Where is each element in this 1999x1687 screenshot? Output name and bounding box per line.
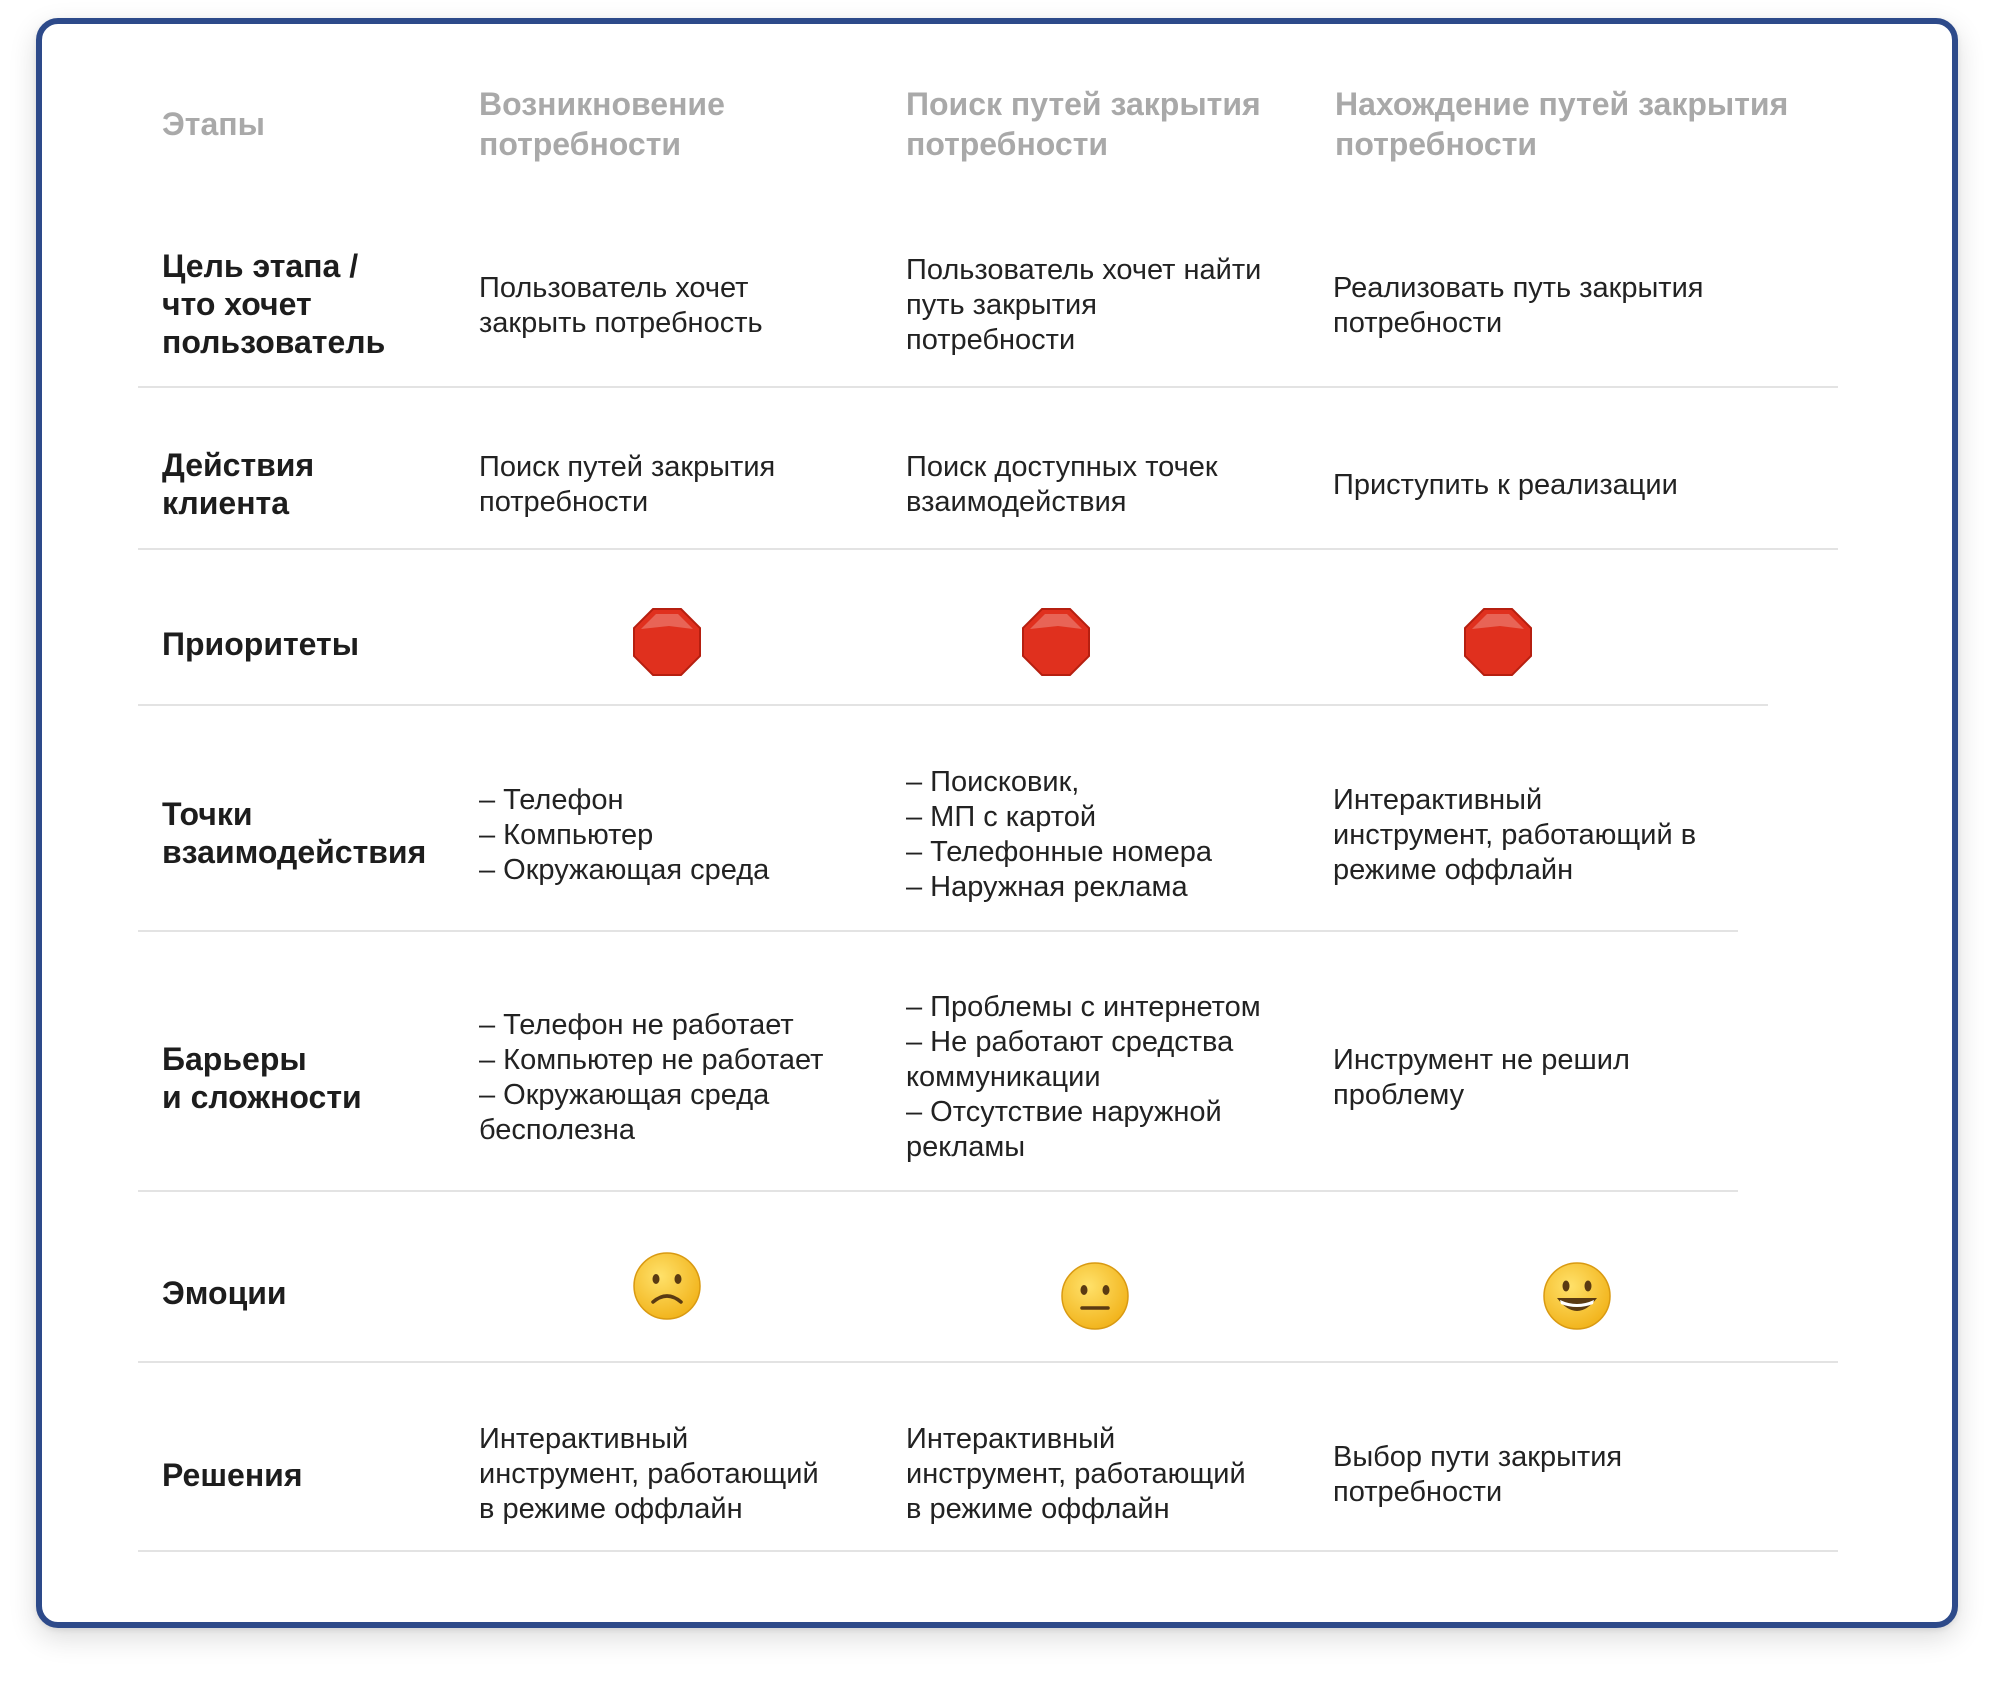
- row-label-barriers: Барьеры и сложности: [162, 1041, 362, 1115]
- stop-sign-icon: [1462, 606, 1534, 678]
- row-label-actions: Действия клиента: [162, 447, 315, 521]
- cell-actions-2: Поиск доступных точек взаимодействия: [906, 451, 1218, 518]
- cell-goal-1: Пользователь хочет закрыть потребность: [479, 272, 763, 339]
- cell-goal-2: Пользователь хочет найти путь закрытия потребности: [906, 254, 1262, 356]
- cell-solutions-2: Интерактивный инструмент, работающий в режиме оффлайн: [906, 1423, 1246, 1525]
- cell-goal-3: Реализовать путь закрытия потребности: [1333, 272, 1704, 339]
- cell-solutions-3: Выбор пути закрытия потребности: [1333, 1441, 1623, 1508]
- neutral-face-icon: [1059, 1260, 1131, 1332]
- cell-barriers-3: Инструмент не решил проблему: [1333, 1044, 1630, 1111]
- row-separator: [138, 1361, 1838, 1363]
- cell-barriers-2: – Проблемы с интернетом – Не работают средства коммуникации – Отсутствие наружной рекламы: [906, 991, 1261, 1163]
- row-separator: [138, 1190, 1738, 1192]
- stop-sign-icon: [1020, 606, 1092, 678]
- row-label-priorities: Приоритеты: [162, 626, 360, 662]
- row-label-goal: Цель этапа / что хочет пользователь: [162, 248, 386, 360]
- stop-sign-icon: [631, 606, 703, 678]
- row-label-solutions: Решения: [162, 1457, 303, 1493]
- row-separator: [138, 704, 1768, 706]
- header-column-1: Возникновение потребности: [479, 86, 725, 162]
- row-separator: [138, 1550, 1838, 1552]
- header-stages-label: Этапы: [162, 106, 265, 142]
- row-label-touchpoints: Точки взаимодействия: [162, 796, 427, 870]
- cell-touchpoints-2: – Поисковик, – МП с картой – Телефонные номера – Наружная реклама: [906, 766, 1213, 903]
- header-column-3: Нахождение путей закрытия потребности: [1335, 86, 1789, 162]
- row-separator: [138, 548, 1838, 550]
- cell-touchpoints-3: Интерактивный инструмент, работающий в режиме оффлайн: [1333, 784, 1697, 886]
- cell-solutions-1: Интерактивный инструмент, работающий в режиме оффлайн: [479, 1423, 819, 1525]
- grinning-face-icon: [1541, 1260, 1613, 1332]
- row-separator: [138, 386, 1838, 388]
- cell-actions-1: Поиск путей закрытия потребности: [479, 451, 776, 518]
- row-label-emotions: Эмоции: [162, 1275, 287, 1311]
- frowning-face-icon: [631, 1250, 703, 1322]
- header-column-2: Поиск путей закрытия потребности: [906, 86, 1261, 162]
- cell-barriers-1: – Телефон не работает – Компьютер не работает – Окружающая среда бесполезна: [479, 1009, 824, 1146]
- row-separator: [138, 930, 1738, 932]
- cell-actions-3: Приступить к реализации: [1333, 469, 1678, 501]
- cell-touchpoints-1: – Телефон – Компьютер – Окружающая среда: [479, 784, 770, 886]
